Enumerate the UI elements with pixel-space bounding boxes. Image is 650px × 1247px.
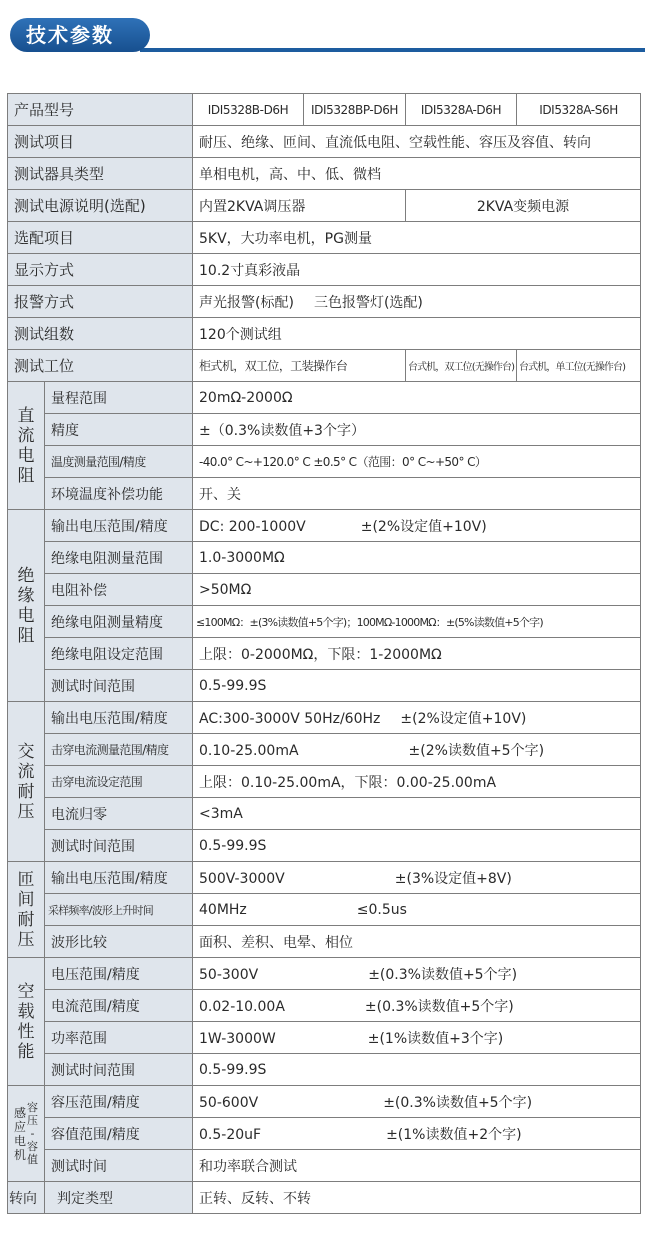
sub-value: 上限：0-2000MΩ，下限：1-2000MΩ [193, 638, 641, 670]
sub-value: 0.5-99.9S [193, 830, 641, 862]
row-value: 5KV，大功率电机，PG测量 [193, 222, 641, 254]
spec-table [7, 93, 641, 1214]
sub-value: 面积、差积、电晕、相位 [193, 926, 641, 958]
turn-voltage-row [8, 862, 641, 894]
ac-setting-row [8, 766, 641, 798]
row-value: 耐压、绝缘、匝间、直流低电阻、空载性能、容压及容值、转向 [193, 126, 641, 158]
ins-range-row [8, 542, 641, 574]
row-label: 测试项目 [8, 126, 193, 158]
sub-value: 50-600V ±(0.3%读数值+5个字) [193, 1086, 641, 1118]
sub-value: DC: 200-1000V ±(2%设定值+10V) [193, 510, 641, 542]
turn-wave-row [8, 926, 641, 958]
rotation-row [8, 1182, 641, 1214]
sub-label: 电流归零 [45, 798, 193, 830]
row-alarm [8, 286, 641, 318]
sub-value: ≤100MΩ：±(3%读数值+5个字)；100MΩ-1000MΩ：±(5%读数值+5个字) [193, 606, 641, 638]
header-rule [140, 48, 645, 52]
noload-power-row [8, 1022, 641, 1054]
cap-capacity-row [8, 1118, 641, 1150]
sub-value: >50MΩ [193, 574, 641, 606]
section-header [0, 0, 650, 70]
group-cap-voltage: 容 压 - 容 值 [27, 1101, 38, 1166]
model-3: IDI5328A-D6H [406, 94, 517, 126]
row-groups [8, 318, 641, 350]
row-value: 10.2寸真彩液晶 [193, 254, 641, 286]
sub-value: 0.5-20uF ±(1%读数值+2个字) [193, 1118, 641, 1150]
sub-value: 500V-3000V ±(3%设定值+8V) [193, 862, 641, 894]
row-power [8, 190, 641, 222]
station-2: 台式机，双工位(无操作台) [406, 350, 517, 382]
sub-label: 测试时间范围 [45, 670, 193, 702]
sub-label: 测试时间 [45, 1150, 193, 1182]
sub-value: 和功率联合测试 [193, 1150, 641, 1182]
ins-comp-row [8, 574, 641, 606]
page-title: 技术参数 [10, 18, 150, 52]
noload-time-row [8, 1054, 641, 1086]
row-station [8, 350, 641, 382]
rotation-sublabel: 转向 判定类型 [45, 1182, 193, 1214]
sub-value: 50-300V ±(0.3%读数值+5个字) [193, 958, 641, 990]
turn-sampling-row [8, 894, 641, 926]
sub-label: 输出电压范围/精度 [45, 510, 193, 542]
row-label: 测试工位 [8, 350, 193, 382]
sub-label: 输出电压范围/精度 [45, 862, 193, 894]
ins-setting-row [8, 638, 641, 670]
sub-label: 环境温度补偿功能 [45, 478, 193, 510]
row-label: 测试电源说明(选配) [8, 190, 193, 222]
sub-label: 量程范围 [45, 382, 193, 414]
sub-label: 容值范围/精度 [45, 1118, 193, 1150]
alarm-standard: 声光报警(标配) [199, 294, 294, 311]
row-model [8, 94, 641, 126]
sub-value: 20mΩ-2000Ω [193, 382, 641, 414]
sub-value: 1.0-3000MΩ [193, 542, 641, 574]
row-label: 报警方式 [8, 286, 193, 318]
sub-label: 绝缘电阻测量精度 [45, 606, 193, 638]
row-label: 产品型号 [8, 94, 193, 126]
ins-time-row [8, 670, 641, 702]
row-value [193, 286, 641, 318]
model-2: IDI5328BP-D6H [304, 94, 406, 126]
sub-value: 0.5-99.9S [193, 1054, 641, 1086]
sub-label: 功率范围 [45, 1022, 193, 1054]
station-3: 台式机，单工位(无操作台) [517, 350, 641, 382]
model-1: IDI5328B-D6H [193, 94, 304, 126]
sub-value: 0.10-25.00mA ±(2%读数值+5个字) [193, 734, 641, 766]
dc-temp-row [8, 446, 641, 478]
sub-label: 采样频率/波形上升时间 [45, 894, 193, 926]
sub-value: 上限：0.10-25.00mA，下限：0.00-25.00mA [193, 766, 641, 798]
sub-value: 0.02-10.00A ±(0.3%读数值+5个字) [193, 990, 641, 1022]
sub-label: 输出电压范围/精度 [45, 702, 193, 734]
sub-value: -40.0° C~+120.0° C ±0.5° C（范围：0° C~+50° C） [193, 446, 641, 478]
ins-accuracy-row [8, 606, 641, 638]
ac-zero-row [8, 798, 641, 830]
sub-label: 电阻补偿 [45, 574, 193, 606]
sub-value: 0.5-99.9S [193, 670, 641, 702]
noload-voltage-row [8, 958, 641, 990]
dc-accuracy-row [8, 414, 641, 446]
alarm-optional: 三色报警灯(选配) [313, 294, 423, 311]
group-capacitor [8, 1086, 45, 1182]
row-label: 测试器具类型 [8, 158, 193, 190]
sub-value: <3mA [193, 798, 641, 830]
sub-label: 绝缘电阻设定范围 [45, 638, 193, 670]
group-dc-resistance: 直 流 电 阻 [8, 382, 45, 510]
sub-label: 波形比较 [45, 926, 193, 958]
row-display [8, 254, 641, 286]
sub-label: 击穿电流测量范围/精度 [45, 734, 193, 766]
ac-time-row [8, 830, 641, 862]
cap-voltage-row [8, 1086, 641, 1118]
group-no-load: 空 载 性 能 [8, 958, 45, 1086]
station-1: 柜式机，双工位，工装操作台 [193, 350, 406, 382]
row-label: 选配项目 [8, 222, 193, 254]
sub-label: 测试时间范围 [45, 1054, 193, 1086]
sub-value: 1W-3000W ±(1%读数值+3个字) [193, 1022, 641, 1054]
cap-time-row [8, 1150, 641, 1182]
sub-value: ±（0.3%读数值+3个字） [193, 414, 641, 446]
group-induction-motor: 感 应 电 机 [13, 1105, 26, 1162]
sub-label: 精度 [45, 414, 193, 446]
ins-voltage-row [8, 510, 641, 542]
sub-value: AC:300-3000V 50Hz/60Hz ±(2%设定值+10V) [193, 702, 641, 734]
row-label: 测试组数 [8, 318, 193, 350]
sub-label: 击穿电流设定范围 [45, 766, 193, 798]
row-value: 120个测试组 [193, 318, 641, 350]
ac-voltage-row [8, 702, 641, 734]
row-options [8, 222, 641, 254]
ac-current-row [8, 734, 641, 766]
sub-value: 40MHz ≤0.5us [193, 894, 641, 926]
row-value: 内置2KVA调压器 [193, 190, 406, 222]
sub-label: 温度测量范围/精度 [45, 446, 193, 478]
row-items [8, 126, 641, 158]
row-value: 单相电机，高、中、低、微档 [193, 158, 641, 190]
sub-label: 电流范围/精度 [45, 990, 193, 1022]
row-fixture [8, 158, 641, 190]
sub-label: 绝缘电阻测量范围 [45, 542, 193, 574]
group-ac-withstand: 交 流 耐 压 [8, 702, 45, 862]
row-label: 显示方式 [8, 254, 193, 286]
group-insulation: 绝 缘 电 阻 [8, 510, 45, 702]
sub-label: 容压范围/精度 [45, 1086, 193, 1118]
sub-value: 开、关 [193, 478, 641, 510]
dc-comp-row [8, 478, 641, 510]
sub-value: 正转、反转、不转 [193, 1182, 641, 1214]
sub-label: 电压范围/精度 [45, 958, 193, 990]
model-4: IDI5328A-S6H [517, 94, 641, 126]
row-value: 2KVA变频电源 [406, 190, 641, 222]
noload-current-row [8, 990, 641, 1022]
dc-range-row [8, 382, 641, 414]
group-turn-withstand: 匝 间 耐 压 [8, 862, 45, 958]
sub-label: 测试时间范围 [45, 830, 193, 862]
